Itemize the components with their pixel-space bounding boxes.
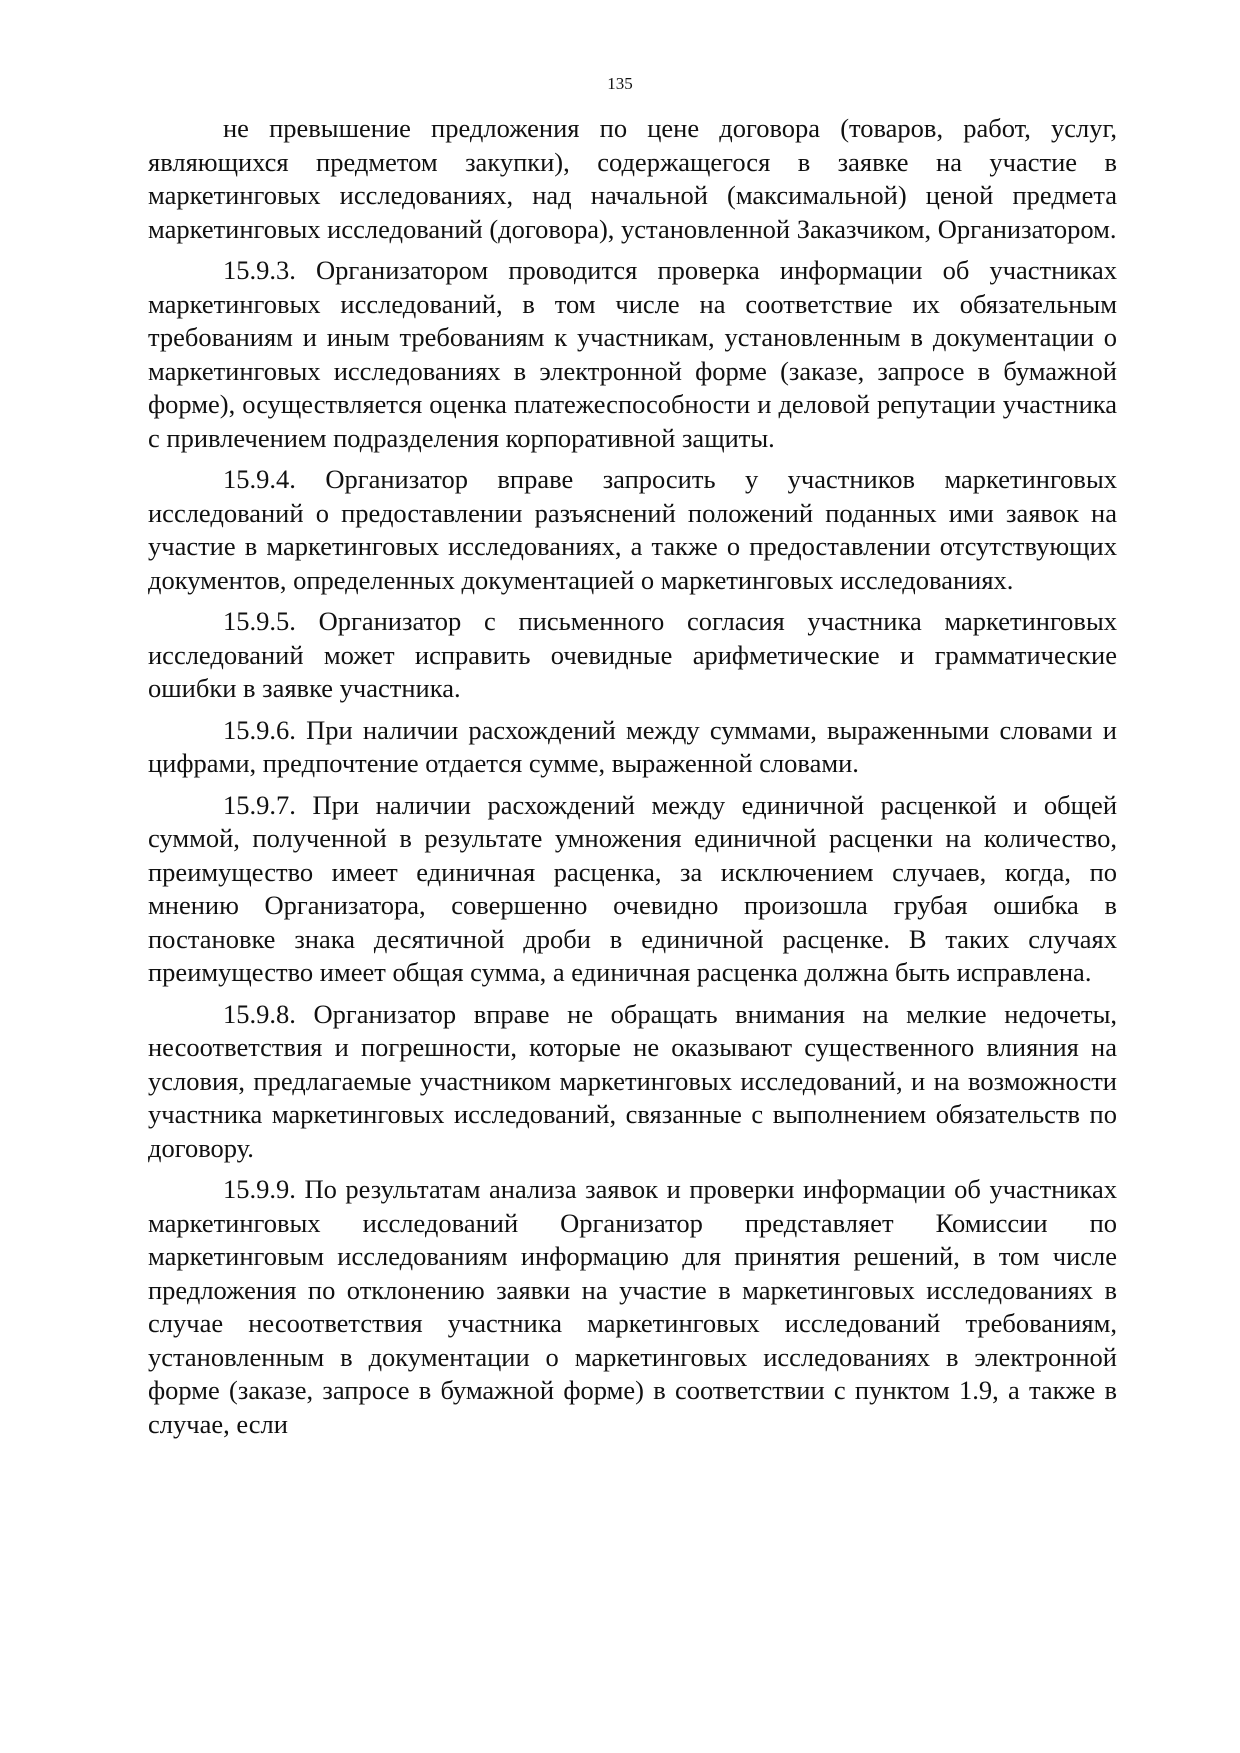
paragraph-15-9-7: 15.9.7. При наличии расхождений между единичной расценкой и общей суммой, полученной в результате умножения единичной расценки на количество, преимущество имеет единичная расценка, за исключением случаев, когда, по мнению Организатора, совершенно очевидно произошла грубая ошибка в постановке знака десятичной дроби в единичной расценке. В таких случаях преимущество имеет общая сумма, а единичная расценка должна быть исправлена. <box>148 789 1117 987</box>
paragraph-15-9-4: 15.9.4. Организатор вправе запросить у участников маркетинговых исследований о предоставлении разъяснений положений поданных ими заявок на участие в маркетинговых исследованиях, а также о предоставлении отсутствующих документов, определенных документацией о маркетинговых исследованиях. <box>148 464 1117 595</box>
page-number: 135 <box>607 74 633 93</box>
paragraph-15-9-5: 15.9.5. Организатор с письменного согласия участника маркетинговых исследований может исправить очевидные арифметические и грамматические ошибки в заявке участника. <box>148 606 1117 703</box>
paragraph-15-9-8: 15.9.8. Организатор вправе не обращать внимания на мелкие недочеты, несоответствия и погрешности, которые не оказывают существенного влияния на условия, предлагаемые участником маркетинговых исследований, и на возможности участника маркетинговых исследований, связанные с выполнением обязательств по договору. <box>148 998 1117 1163</box>
paragraph-15-9-6: 15.9.6. При наличии расхождений между суммами, выраженными словами и цифрами, предпочтение отдается сумме, выраженной словами. <box>148 714 1117 778</box>
paragraph-price-condition: не превышение предложения по цене договора (товаров, работ, услуг, являющихся предметом закупки), содержащегося в заявке на участие в маркетинговых исследованиях, над начальной (максимальной) ценой предмета маркетинговых исследований (договора), установленной Заказчиком, Организатором. <box>148 113 1117 244</box>
paragraph-15-9-9: 15.9.9. По результатам анализа заявок и проверки информации об участниках маркетинговых исследований Организатор представляет Комиссии по маркетинговым исследованиям информацию для принятия решений, в том числе предложения по отклонению заявки на участие в маркетинговых исследованиях в случае несоответствия участника маркетинговых исследований требованиям, установленным в документации о маркетинговых исследованиях в электронной форме (заказе, запросе в бумажной форме) в соответствии с пунктом 1.9, а также в случае, если <box>148 1174 1117 1439</box>
paragraph-15-9-3: 15.9.3. Организатором проводится проверка информации об участниках маркетинговых исследований, в том числе на соответствие их обязательным требованиям и иным требованиям к участникам, установленным в документации о маркетинговых исследованиях в электронной форме (заказе, запросе в бумажной форме), осуществляется оценка платежеспособности и деловой репутации участника с привлечением подразделения корпоративной защиты. <box>148 255 1117 453</box>
document-body <box>148 112 1117 1449</box>
